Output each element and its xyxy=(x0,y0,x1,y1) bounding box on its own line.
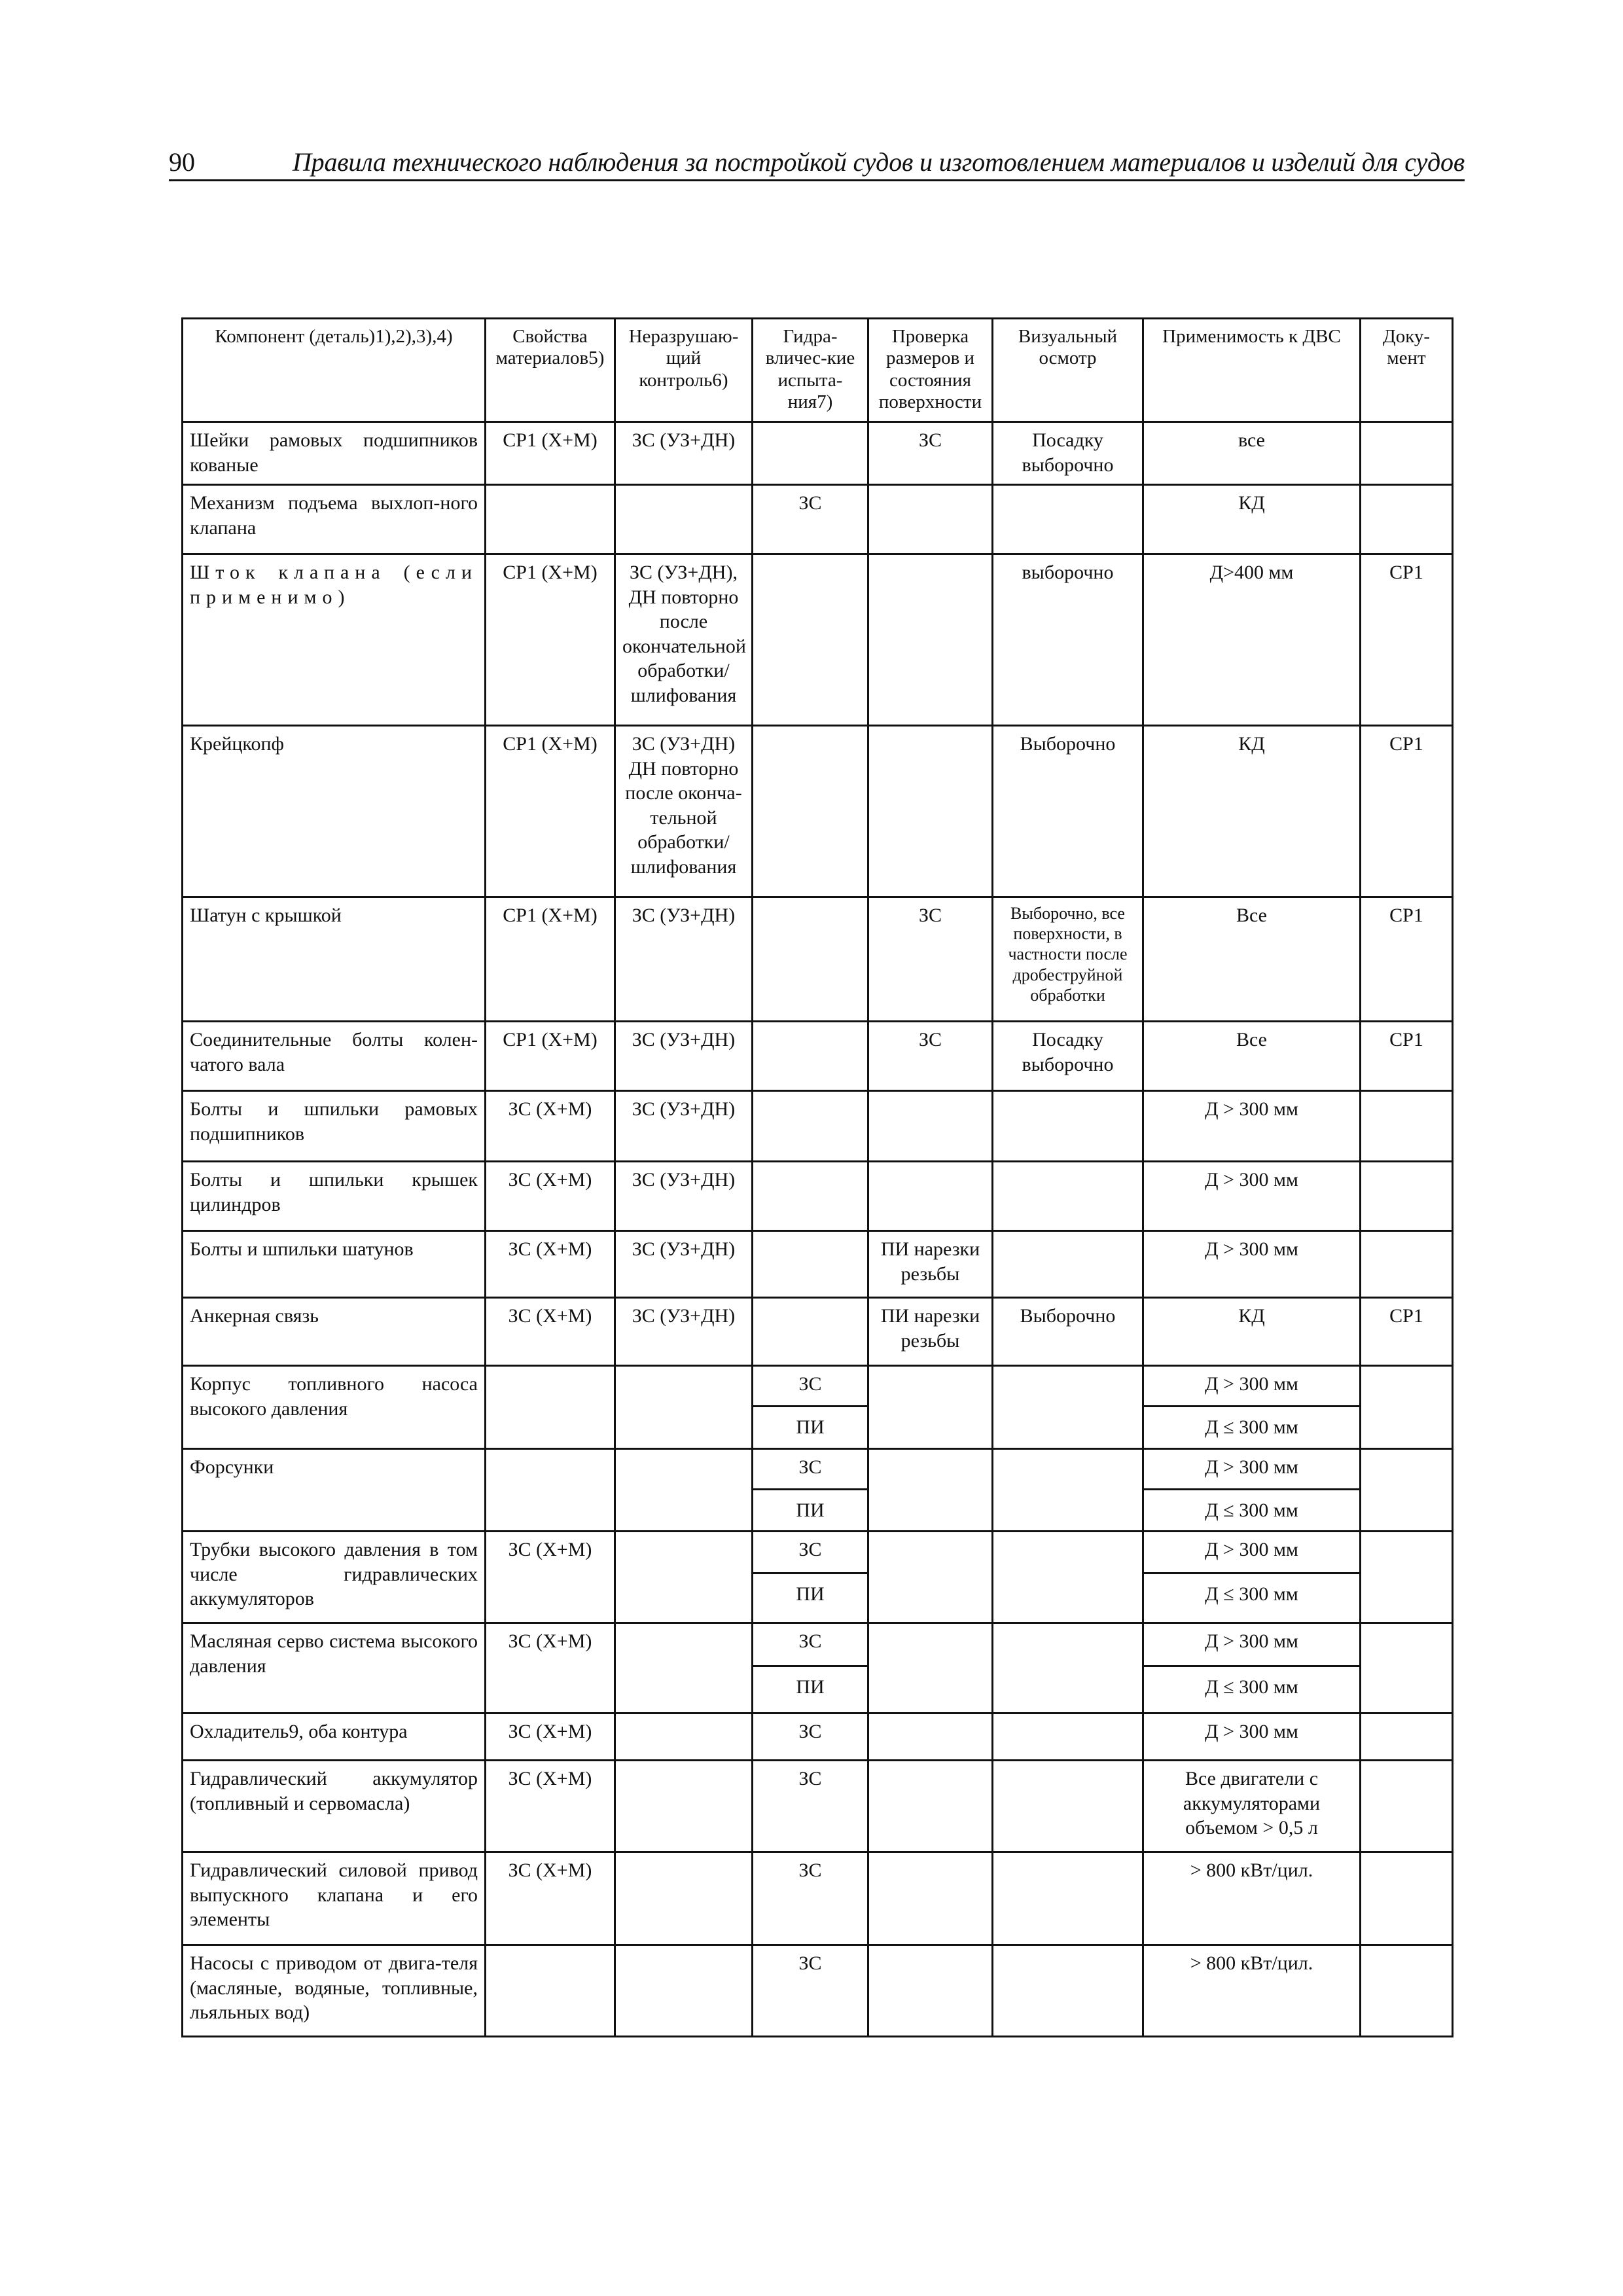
visual-inspection-cell xyxy=(993,1713,1143,1761)
material-properties-cell: СР1 (Х+М) xyxy=(486,1022,615,1091)
page-number: 90 xyxy=(169,147,195,177)
document-cell xyxy=(1361,1231,1453,1298)
applicability-cell: Д ≤ 300 мм xyxy=(1143,1666,1361,1713)
applicability-cell: Д > 300 мм xyxy=(1143,1091,1361,1162)
table-row xyxy=(183,1852,1453,1945)
hydraulic-test-cell: ЗС xyxy=(753,1366,868,1407)
table-header-row xyxy=(183,319,1453,422)
dimension-check-cell: ПИ нарезки резьбы xyxy=(868,1231,993,1298)
visual-inspection-cell xyxy=(993,1162,1143,1231)
ndt-cell xyxy=(615,1713,753,1761)
hydraulic-test-cell: ЗС xyxy=(753,1713,868,1761)
table-row xyxy=(183,554,1453,726)
hydraulic-test-cell xyxy=(753,554,868,726)
column-header-ndt: Неразрушаю-щий контроль6) xyxy=(615,319,753,422)
visual-inspection-cell: Выборочно xyxy=(993,726,1143,897)
dimension-check-cell xyxy=(868,1852,993,1945)
hydraulic-test-cell xyxy=(753,1162,868,1231)
table-row xyxy=(183,485,1453,554)
column-header-material-properties: Свойства материалов5) xyxy=(486,319,615,422)
applicability-cell: КД xyxy=(1143,485,1361,554)
dimension-check-cell xyxy=(868,1532,993,1623)
ndt-cell: ЗС (УЗ+ДН) xyxy=(615,1162,753,1231)
document-cell: СР1 xyxy=(1361,1022,1453,1091)
document-cell xyxy=(1361,1761,1453,1852)
hydraulic-test-cell: ЗС xyxy=(753,1448,868,1489)
component-cell: Анкерная связь xyxy=(183,1298,486,1366)
component-cell: Механизм подъема выхлоп-ного клапана xyxy=(183,485,486,554)
document-cell xyxy=(1361,1091,1453,1162)
visual-inspection-cell xyxy=(993,1231,1143,1298)
column-header-component: Компонент (деталь)1),2),3),4) xyxy=(183,319,486,422)
hydraulic-test-cell xyxy=(753,897,868,1022)
material-properties-cell: СР1 (Х+М) xyxy=(486,554,615,726)
visual-inspection-cell: Посадку выборочно xyxy=(993,422,1143,485)
table-row xyxy=(183,1091,1453,1162)
dimension-check-cell xyxy=(868,1623,993,1713)
material-properties-cell: ЗС (Х+М) xyxy=(486,1761,615,1852)
applicability-cell: Д > 300 мм xyxy=(1143,1623,1361,1666)
ndt-cell xyxy=(615,1623,753,1713)
material-properties-cell: ЗС (Х+М) xyxy=(486,1298,615,1366)
hydraulic-test-cell xyxy=(753,1231,868,1298)
table-row xyxy=(183,422,1453,485)
dimension-check-cell: ЗС xyxy=(868,422,993,485)
document-cell xyxy=(1361,422,1453,485)
applicability-cell: КД xyxy=(1143,1298,1361,1366)
table-row xyxy=(183,1366,1453,1407)
column-header-document: Доку-мент xyxy=(1361,319,1453,422)
dimension-check-cell xyxy=(868,726,993,897)
visual-inspection-cell xyxy=(993,1945,1143,2037)
dimension-check-cell xyxy=(868,1091,993,1162)
applicability-cell: Д ≤ 300 мм xyxy=(1143,1489,1361,1532)
visual-inspection-cell xyxy=(993,1761,1143,1852)
table-row xyxy=(183,1945,1453,2037)
component-cell: Трубки высокого давления в том числе гидравлических аккумуляторов xyxy=(183,1532,486,1623)
ndt-cell: ЗС (УЗ+ДН), ДН повторно после окончательной обработки/ шлифования xyxy=(615,554,753,726)
ndt-cell: ЗС (УЗ+ДН) xyxy=(615,1022,753,1091)
hydraulic-test-cell: ЗС xyxy=(753,1945,868,2037)
visual-inspection-cell: Выборочно xyxy=(993,1298,1143,1366)
applicability-cell: Д ≤ 300 мм xyxy=(1143,1407,1361,1449)
hydraulic-test-cell: ЗС xyxy=(753,1761,868,1852)
ndt-cell xyxy=(615,1945,753,2037)
ndt-cell: ЗС (УЗ+ДН) xyxy=(615,1298,753,1366)
component-cell: Охладитель9, оба контура xyxy=(183,1713,486,1761)
table-row xyxy=(183,1162,1453,1231)
component-cell: Корпус топливного насоса высокого давления xyxy=(183,1366,486,1449)
table-row xyxy=(183,1231,1453,1298)
component-cell: Насосы с приводом от двига-теля (масляные, водяные, топливные, льяльных вод) xyxy=(183,1945,486,2037)
document-cell xyxy=(1361,1623,1453,1713)
hydraulic-test-cell: ПИ xyxy=(753,1407,868,1449)
material-properties-cell: СР1 (Х+М) xyxy=(486,422,615,485)
material-properties-cell xyxy=(486,1448,615,1532)
applicability-cell: все xyxy=(1143,422,1361,485)
dimension-check-cell xyxy=(868,554,993,726)
visual-inspection-cell xyxy=(993,1448,1143,1532)
column-header-dimension-check: Проверка размеров и состояния поверхности xyxy=(868,319,993,422)
dimension-check-cell xyxy=(868,1366,993,1449)
applicability-cell: Все двигатели с аккумуляторами объемом > 0,5 л xyxy=(1143,1761,1361,1852)
table-row xyxy=(183,1022,1453,1091)
ndt-cell xyxy=(615,1761,753,1852)
applicability-cell: Д > 300 мм xyxy=(1143,1532,1361,1573)
component-cell: Гидравлический аккумулятор (топливный и сервомасла) xyxy=(183,1761,486,1852)
hydraulic-test-cell xyxy=(753,422,868,485)
visual-inspection-cell xyxy=(993,485,1143,554)
component-cell: Шейки рамовых подшипников кованые xyxy=(183,422,486,485)
applicability-cell: Д>400 мм xyxy=(1143,554,1361,726)
hydraulic-test-cell xyxy=(753,1022,868,1091)
document-cell xyxy=(1361,1162,1453,1231)
ndt-cell: ЗС (УЗ+ДН) xyxy=(615,1231,753,1298)
visual-inspection-cell xyxy=(993,1623,1143,1713)
ndt-cell xyxy=(615,1448,753,1532)
document-cell: СР1 xyxy=(1361,554,1453,726)
column-header-hydraulic-tests: Гидра-вличес-кие испыта-ния7) xyxy=(753,319,868,422)
inspection-table xyxy=(181,317,1454,2037)
visual-inspection-cell xyxy=(993,1091,1143,1162)
component-cell: Болты и шпильки шатунов xyxy=(183,1231,486,1298)
material-properties-cell: ЗС (Х+М) xyxy=(486,1623,615,1713)
applicability-cell: Д > 300 мм xyxy=(1143,1448,1361,1489)
table-row xyxy=(183,897,1453,1022)
ndt-cell xyxy=(615,1852,753,1945)
document-cell xyxy=(1361,1945,1453,2037)
table-row xyxy=(183,1761,1453,1852)
table-row xyxy=(183,1532,1453,1573)
applicability-cell: Все xyxy=(1143,1022,1361,1091)
applicability-cell: Д > 300 мм xyxy=(1143,1713,1361,1761)
document-cell xyxy=(1361,1532,1453,1623)
applicability-cell: Д > 300 мм xyxy=(1143,1366,1361,1407)
document-cell: СР1 xyxy=(1361,726,1453,897)
component-cell: Форсунки xyxy=(183,1448,486,1532)
document-cell xyxy=(1361,485,1453,554)
material-properties-cell xyxy=(486,485,615,554)
hydraulic-test-cell xyxy=(753,726,868,897)
dimension-check-cell xyxy=(868,1448,993,1532)
document-cell xyxy=(1361,1852,1453,1945)
dimension-check-cell xyxy=(868,485,993,554)
component-cell: Крейцкопф xyxy=(183,726,486,897)
table-row xyxy=(183,726,1453,897)
ndt-cell: ЗС (УЗ+ДН) ДН повторно после оконча-тельной обработки/ шлифования xyxy=(615,726,753,897)
visual-inspection-cell xyxy=(993,1852,1143,1945)
hydraulic-test-cell xyxy=(753,1091,868,1162)
applicability-cell: Д > 300 мм xyxy=(1143,1162,1361,1231)
table-row xyxy=(183,1623,1453,1666)
applicability-cell: > 800 кВт/цил. xyxy=(1143,1852,1361,1945)
material-properties-cell: ЗС (Х+М) xyxy=(486,1231,615,1298)
material-properties-cell: ЗС (Х+М) xyxy=(486,1532,615,1623)
applicability-cell: Все xyxy=(1143,897,1361,1022)
dimension-check-cell xyxy=(868,1761,993,1852)
applicability-cell: КД xyxy=(1143,726,1361,897)
document-cell: СР1 xyxy=(1361,897,1453,1022)
hydraulic-test-cell: ПИ xyxy=(753,1666,868,1713)
applicability-cell: > 800 кВт/цил. xyxy=(1143,1945,1361,2037)
ndt-cell xyxy=(615,485,753,554)
hydraulic-test-cell: ЗС xyxy=(753,1532,868,1573)
visual-inspection-cell: Посадку выборочно xyxy=(993,1022,1143,1091)
dimension-check-cell: ЗС xyxy=(868,897,993,1022)
running-title: Правила технического наблюдения за постройкой судов и изготовлением материалов и изделий для судов xyxy=(292,147,1465,177)
table-row xyxy=(183,1298,1453,1366)
component-cell: Шток клапана (если применимо) xyxy=(183,554,486,726)
document-cell: СР1 xyxy=(1361,1298,1453,1366)
dimension-check-cell: ЗС xyxy=(868,1022,993,1091)
component-cell: Гидравлический силовой привод выпускного клапана и его элементы xyxy=(183,1852,486,1945)
material-properties-cell: ЗС (Х+М) xyxy=(486,1162,615,1231)
component-cell: Болты и шпильки крышек цилиндров xyxy=(183,1162,486,1231)
hydraulic-test-cell: ЗС xyxy=(753,485,868,554)
visual-inspection-cell: выборочно xyxy=(993,554,1143,726)
component-cell: Масляная серво система высокого давления xyxy=(183,1623,486,1713)
ndt-cell: ЗС (УЗ+ДН) xyxy=(615,1091,753,1162)
document-cell xyxy=(1361,1366,1453,1449)
hydraulic-test-cell: ЗС xyxy=(753,1852,868,1945)
table-row xyxy=(183,1713,1453,1761)
component-cell: Болты и шпильки рамовых подшипников xyxy=(183,1091,486,1162)
document-cell xyxy=(1361,1448,1453,1532)
ndt-cell: ЗС (УЗ+ДН) xyxy=(615,422,753,485)
component-cell: Соединительные болты колен-чатого вала xyxy=(183,1022,486,1091)
material-properties-cell: СР1 (Х+М) xyxy=(486,726,615,897)
page-header xyxy=(169,143,1465,181)
hydraulic-test-cell xyxy=(753,1298,868,1366)
material-properties-cell xyxy=(486,1945,615,2037)
material-properties-cell: СР1 (Х+М) xyxy=(486,897,615,1022)
ndt-cell xyxy=(615,1366,753,1449)
dimension-check-cell xyxy=(868,1945,993,2037)
column-header-applicability: Применимость к ДВС xyxy=(1143,319,1361,422)
ndt-cell xyxy=(615,1532,753,1623)
column-header-visual-inspection: Визуальный осмотр xyxy=(993,319,1143,422)
dimension-check-cell: ПИ нарезки резьбы xyxy=(868,1298,993,1366)
visual-inspection-cell: Выборочно, все поверхности, в частности после дробеструйной обработки xyxy=(993,897,1143,1022)
dimension-check-cell xyxy=(868,1162,993,1231)
visual-inspection-cell xyxy=(993,1532,1143,1623)
applicability-cell: Д > 300 мм xyxy=(1143,1231,1361,1298)
component-cell: Шатун с крышкой xyxy=(183,897,486,1022)
ndt-cell: ЗС (УЗ+ДН) xyxy=(615,897,753,1022)
material-properties-cell: ЗС (Х+М) xyxy=(486,1091,615,1162)
visual-inspection-cell xyxy=(993,1366,1143,1449)
material-properties-cell xyxy=(486,1366,615,1449)
material-properties-cell: ЗС (Х+М) xyxy=(486,1852,615,1945)
hydraulic-test-cell: ПИ xyxy=(753,1573,868,1623)
table-row xyxy=(183,1448,1453,1489)
dimension-check-cell xyxy=(868,1713,993,1761)
hydraulic-test-cell: ПИ xyxy=(753,1489,868,1532)
hydraulic-test-cell: ЗС xyxy=(753,1623,868,1666)
material-properties-cell: ЗС (Х+М) xyxy=(486,1713,615,1761)
document-cell xyxy=(1361,1713,1453,1761)
applicability-cell: Д ≤ 300 мм xyxy=(1143,1573,1361,1623)
